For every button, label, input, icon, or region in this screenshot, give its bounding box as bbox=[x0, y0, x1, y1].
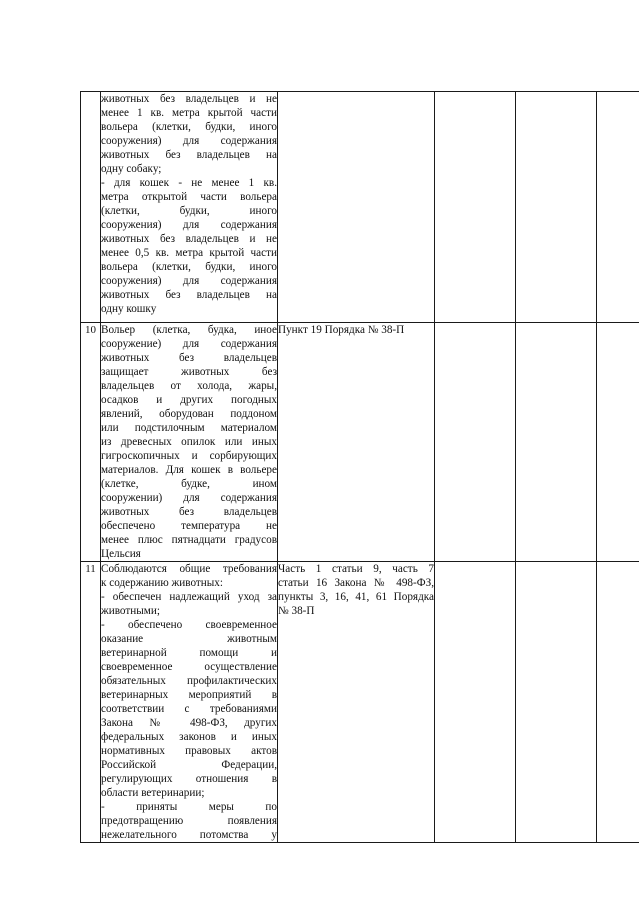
text-line: менее 0,5 кв. метра крытой части bbox=[101, 247, 277, 259]
text-line: метра открытой части вольера bbox=[101, 191, 277, 203]
text-line: № 38-П bbox=[278, 605, 315, 617]
answer-cell bbox=[516, 323, 597, 562]
table-row bbox=[81, 562, 639, 843]
text-line: материалов. Для кошек в вольере bbox=[101, 464, 277, 476]
text-line: соответствии с требованиями bbox=[101, 703, 277, 715]
inspection-checklist-table bbox=[80, 91, 639, 843]
text-line: статьи 16 Закона № 498-ФЗ, bbox=[278, 577, 434, 589]
text-line: Российской Федерации, bbox=[101, 759, 277, 771]
answer-cell bbox=[435, 562, 516, 843]
text-line: оказание животным bbox=[101, 633, 277, 645]
text-line: сооружения) для содержания bbox=[101, 219, 277, 231]
text-line: Часть 1 статьи 9, часть 7 bbox=[278, 563, 434, 575]
row-number-cell: 10 bbox=[81, 323, 101, 562]
text-line: (клетки, будки, иного bbox=[101, 205, 277, 217]
row-number-cell bbox=[81, 92, 101, 323]
text-line: нежелательного потомства у bbox=[101, 829, 277, 841]
text-line: владельцев от холода, жары, bbox=[101, 380, 277, 392]
text-line: осадков и других погодных bbox=[101, 394, 277, 406]
text-line: к содержанию животных: bbox=[101, 577, 224, 589]
text-line: сооружении) для содержания bbox=[101, 492, 277, 504]
text-line: нормативных правовых актов bbox=[101, 745, 277, 757]
text-line: животных без владельцев bbox=[101, 352, 277, 364]
text-line: животных без владельцев на bbox=[101, 149, 277, 161]
text-line: Пункт 19 Порядка № 38-П bbox=[278, 324, 405, 336]
text-line: Соблюдаются общие требования bbox=[101, 563, 277, 575]
text-line: животных без владельцев на bbox=[101, 289, 277, 301]
text-line: сооружения) для содержания bbox=[101, 275, 277, 287]
text-line: - приняты меры по bbox=[101, 801, 277, 813]
text-line: области ветеринарии; bbox=[101, 787, 205, 799]
legal-reference-cell bbox=[278, 92, 435, 323]
legal-reference-cell bbox=[278, 562, 435, 843]
text-line: животными; bbox=[101, 605, 160, 617]
text-line: своевременное осуществление bbox=[101, 661, 277, 673]
text-line: Закона № 498-ФЗ, других bbox=[101, 717, 277, 729]
text-line: обеспечено температура не bbox=[101, 520, 277, 532]
text-line: обязательных профилактических bbox=[101, 675, 277, 687]
text-line: федеральных законов и иных bbox=[101, 731, 277, 743]
text-line: животных без владельцев и не bbox=[101, 233, 277, 245]
text-line: - для кошек - не менее 1 кв. bbox=[101, 177, 277, 189]
answer-cell bbox=[516, 562, 597, 843]
text-line: одну собаку; bbox=[101, 163, 162, 175]
text-line: менее плюс пятнадцати градусов bbox=[101, 534, 277, 546]
requirement-description-cell bbox=[101, 562, 278, 843]
answer-cell bbox=[435, 323, 516, 562]
requirement-description-cell bbox=[101, 323, 278, 562]
notes-cell bbox=[597, 323, 639, 562]
text-line: менее 1 кв. метра крытой части bbox=[101, 107, 277, 119]
text-line: пункты 3, 16, 41, 61 Порядка bbox=[278, 591, 434, 603]
text-line: из древесных опилок или иных bbox=[101, 436, 277, 448]
text-line: предотвращению появления bbox=[101, 815, 277, 827]
text-line: или подстилочным материалом bbox=[101, 422, 277, 434]
text-line: животных без владельцев bbox=[101, 506, 277, 518]
table-row bbox=[81, 323, 639, 562]
text-line: сооружения) для содержания bbox=[101, 135, 277, 147]
text-line: ветеринарной помощи и bbox=[101, 647, 277, 659]
text-line: вольера (клетки, будки, иного bbox=[101, 261, 277, 273]
text-line: (клетке, будке, ином bbox=[101, 478, 277, 490]
text-line: Вольер (клетка, будка, иное bbox=[101, 324, 277, 336]
answer-cell bbox=[516, 92, 597, 323]
notes-cell bbox=[597, 562, 639, 843]
legal-reference-cell bbox=[278, 323, 435, 562]
text-line: ветеринарных мероприятий в bbox=[101, 689, 277, 701]
notes-cell bbox=[597, 92, 639, 323]
table-row bbox=[81, 92, 639, 323]
text-line: сооружение) для содержания bbox=[101, 338, 277, 350]
answer-cell bbox=[435, 92, 516, 323]
text-line: Цельсия bbox=[101, 548, 141, 560]
text-line: вольера (клетки, будки, иного bbox=[101, 121, 277, 133]
requirement-description-cell bbox=[101, 92, 278, 323]
text-line: одну кошку bbox=[101, 303, 157, 315]
text-line: защищает животных без bbox=[101, 366, 277, 378]
text-line: явлений, оборудован поддоном bbox=[101, 408, 277, 420]
text-line: регулирующих отношения в bbox=[101, 773, 277, 785]
row-number-cell: 11 bbox=[81, 562, 101, 843]
text-line: гигроскопичных и сорбирующих bbox=[101, 450, 277, 462]
text-line: - обеспечен надлежащий уход за bbox=[101, 591, 277, 603]
text-line: животных без владельцев и не bbox=[101, 93, 277, 105]
text-line: - обеспечено своевременное bbox=[101, 619, 277, 631]
